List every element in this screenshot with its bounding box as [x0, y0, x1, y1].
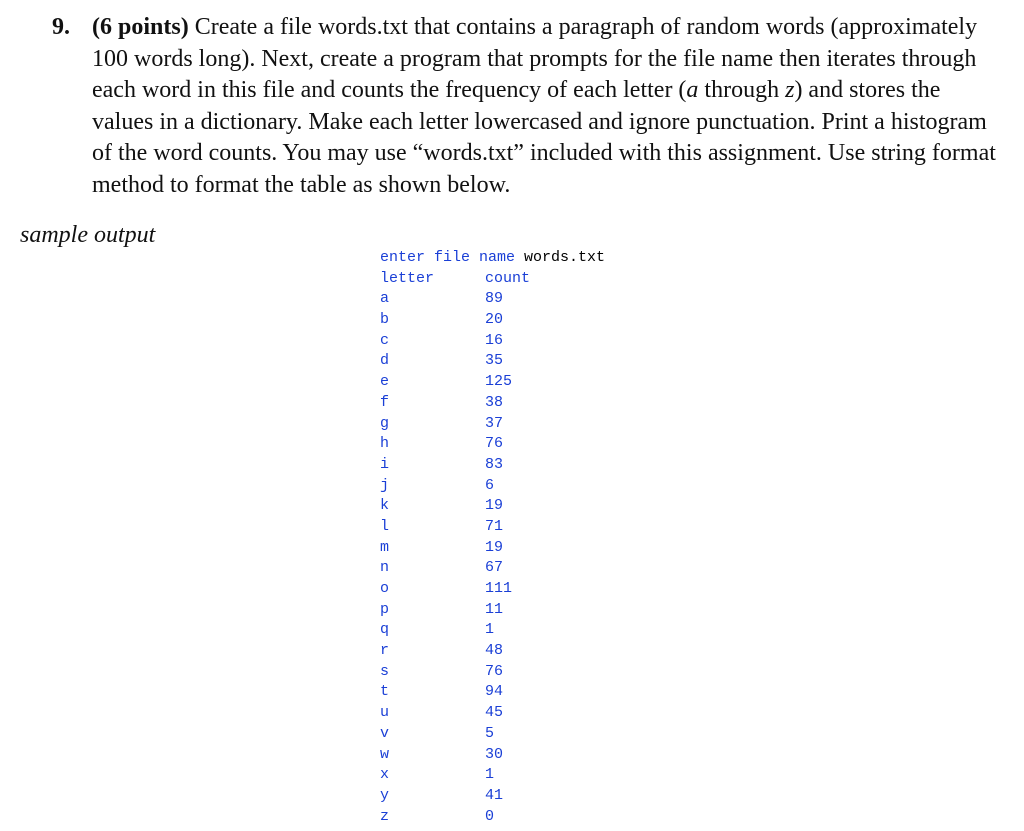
count-cell: 5 — [485, 724, 495, 742]
count-cell: 30 — [485, 745, 504, 763]
table-row — [380, 289, 605, 310]
sample-output-label: sample output — [20, 222, 156, 248]
question-italic-z: z — [785, 77, 795, 103]
letter-cell: i — [380, 455, 390, 473]
letter-cell: a — [380, 290, 390, 308]
count-cell: 125 — [485, 373, 513, 391]
count-cell: 1 — [485, 766, 495, 784]
letter-cell: c — [380, 331, 390, 349]
table-row — [380, 393, 605, 414]
letter-cell: w — [380, 745, 390, 763]
table-row — [380, 620, 605, 641]
letter-cell: s — [380, 662, 390, 680]
letter-cell: z — [380, 807, 390, 825]
console-rows — [380, 289, 605, 827]
table-row — [380, 807, 605, 828]
table-row — [380, 662, 605, 683]
question-points: (6 points) — [92, 14, 189, 40]
count-cell: 76 — [485, 435, 504, 453]
letter-cell: e — [380, 373, 390, 391]
table-row — [380, 372, 605, 393]
table-row — [380, 434, 605, 455]
count-cell: 71 — [485, 517, 504, 535]
question-text — [92, 12, 1002, 201]
letter-cell: x — [380, 766, 390, 784]
question-block — [52, 12, 1002, 201]
count-cell: 35 — [485, 352, 504, 370]
letter-cell: v — [380, 724, 390, 742]
count-cell: 41 — [485, 786, 504, 804]
count-cell: 0 — [485, 807, 495, 825]
count-cell: 83 — [485, 455, 504, 473]
table-row — [380, 538, 605, 559]
letter-cell: o — [380, 580, 390, 597]
header-letter: letter — [380, 269, 435, 287]
console-prompt-line — [380, 248, 605, 269]
count-cell: 76 — [485, 662, 504, 680]
count-cell: 20 — [485, 311, 504, 329]
question-text-part2: through — [698, 77, 786, 103]
table-row — [380, 310, 605, 331]
console-prompt: enter file name — [380, 249, 525, 266]
letter-cell: p — [380, 600, 390, 618]
table-row — [380, 641, 605, 662]
letter-cell: f — [380, 393, 390, 411]
table-row — [380, 455, 605, 476]
table-row — [380, 786, 605, 807]
letter-cell: u — [380, 704, 390, 722]
letter-cell: q — [380, 621, 390, 639]
count-cell: 6 — [485, 476, 495, 494]
letter-cell: m — [380, 538, 390, 556]
count-cell: 89 — [485, 290, 504, 308]
letter-cell: y — [380, 786, 390, 804]
table-row — [380, 724, 605, 745]
table-row — [380, 600, 605, 621]
count-cell: 16 — [485, 331, 504, 349]
console-header-line — [380, 269, 605, 290]
table-row — [380, 476, 605, 497]
count-cell: 111 — [485, 580, 513, 597]
count-cell: 45 — [485, 704, 504, 722]
letter-cell: l — [380, 517, 390, 535]
letter-cell: b — [380, 311, 390, 329]
count-cell: 1 — [485, 621, 495, 639]
table-row — [380, 558, 605, 579]
table-row — [380, 496, 605, 517]
table-row — [380, 765, 605, 786]
count-cell: 11 — [485, 600, 504, 618]
count-cell: 19 — [485, 538, 504, 556]
letter-cell: d — [380, 352, 390, 370]
table-row — [380, 351, 605, 372]
letter-cell: g — [380, 414, 390, 432]
question-text-part1: Create a file words.txt that contains a paragraph of random words (approximately 100 words long). Next, create a program that prompts for the file name then iterates through each word in this file and counts the frequency of each letter ( — [92, 14, 978, 103]
table-row — [380, 579, 605, 600]
table-row — [380, 682, 605, 703]
table-row — [380, 703, 605, 724]
count-cell: 38 — [485, 393, 504, 411]
table-row — [380, 331, 605, 352]
count-cell: 19 — [485, 497, 504, 515]
count-cell: 94 — [485, 683, 504, 701]
count-cell: 37 — [485, 414, 504, 432]
letter-cell: j — [380, 476, 390, 494]
sample-console-output — [380, 248, 605, 827]
letter-cell: k — [380, 497, 390, 515]
header-count: count — [485, 269, 531, 287]
console-user-input: words.txt — [524, 249, 606, 266]
table-row — [380, 414, 605, 435]
count-cell: 67 — [485, 559, 504, 577]
table-row — [380, 517, 605, 538]
letter-cell: t — [380, 683, 390, 701]
letter-cell: h — [380, 435, 390, 453]
question-text-part3: ) and stores the values in a dictionary. Make each letter lowercased and ignore punctuation. Print a histogram of the word counts. You may use “words.txt” included with this assignment. Use string format method to format the table as shown below. — [92, 77, 996, 198]
question-number: 9. — [52, 14, 70, 40]
letter-cell: n — [380, 559, 390, 577]
question-italic-a: a — [686, 77, 699, 103]
letter-cell: r — [380, 642, 390, 660]
table-row — [380, 745, 605, 766]
count-cell: 48 — [485, 642, 504, 660]
